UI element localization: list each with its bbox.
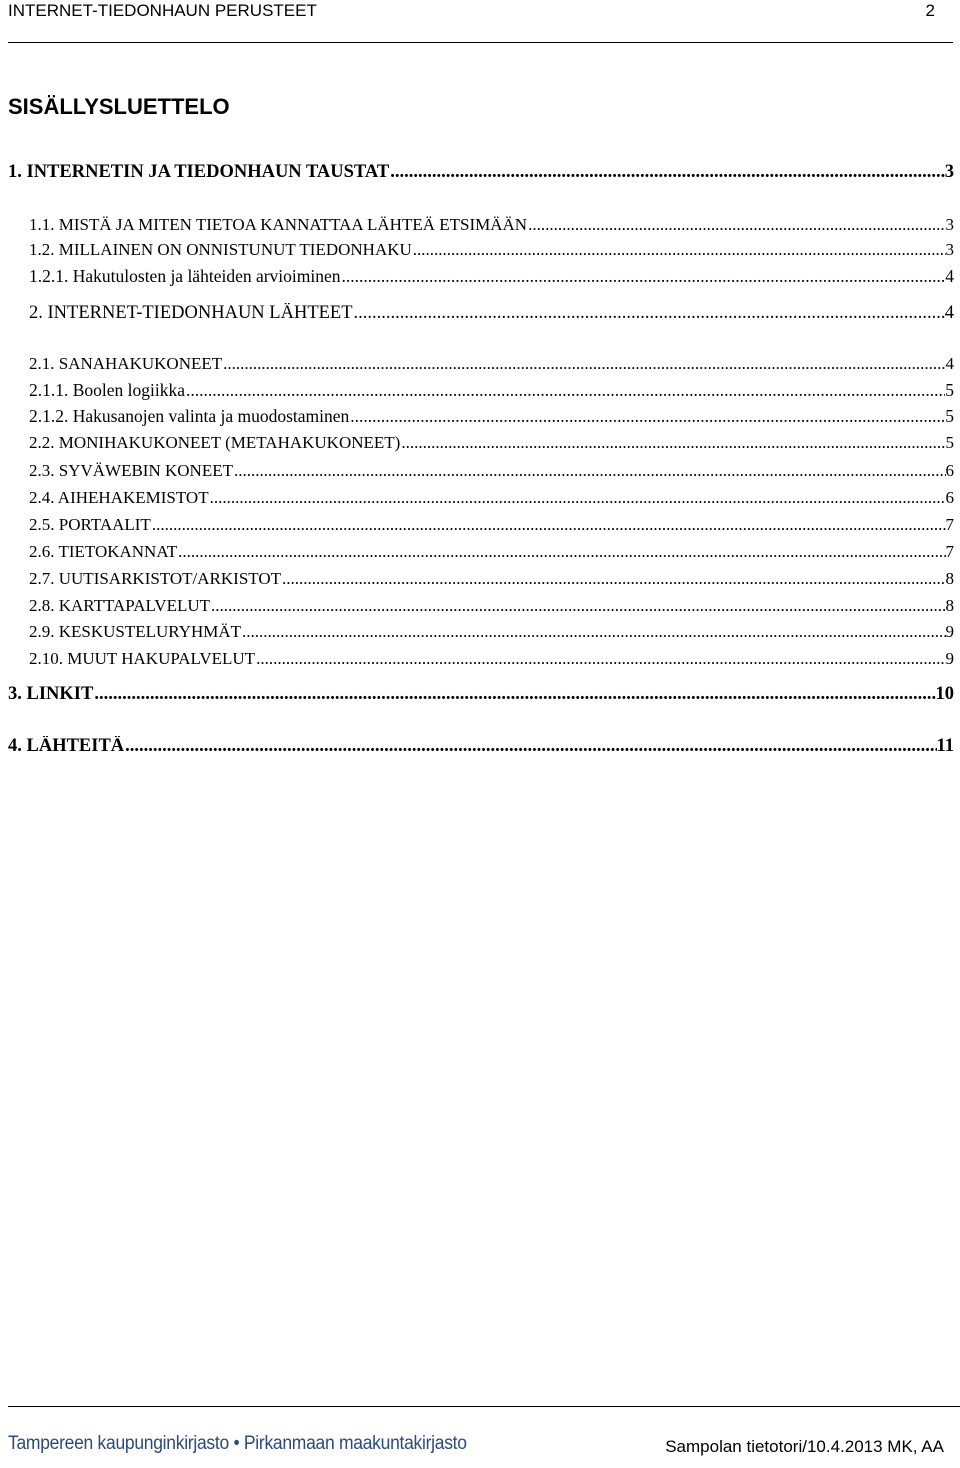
page-footer — [8, 1406, 960, 1468]
toc-entry[interactable]: 2.7. UUTISARKISTOT/ARKISTOT ..... 8 — [29, 569, 954, 589]
toc-entry[interactable]: 2.6. TIETOKANNAT ..... 7 — [29, 542, 954, 562]
toc-entry[interactable]: 2.1.2. Hakusanojen valinta ja muodostaminen ..... 5 — [29, 406, 954, 427]
toc-entry[interactable]: 1. INTERNETIN JA TIEDONHAUN TAUSTAT ..... 3 — [8, 162, 954, 183]
toc-entry[interactable]: 2.10. MUUT HAKUPALVELUT ..... 9 — [29, 649, 954, 669]
toc-entry[interactable]: 2.2. MONIHAKUKONEET (METAHAKUKONEET) ..... 5 — [29, 433, 954, 453]
header-title: INTERNET-TIEDONHAUN PERUSTEET — [8, 1, 317, 20]
toc-entry[interactable]: 2. INTERNET-TIEDONHAUN LÄHTEET ..... 4 — [29, 303, 954, 324]
library-logo: Tampereen kaupunginkirjasto • Pirkanmaan maakuntakirjasto — [8, 1433, 467, 1454]
toc-entry[interactable]: 2.9. KESKUSTELURYHMÄT ..... 9 — [29, 622, 954, 642]
footer-meta: Sampolan tietotori/10.4.2013 MK, AA — [665, 1437, 944, 1456]
toc-entry[interactable]: 3. LINKIT ..... 10 — [8, 684, 954, 705]
toc-entry[interactable]: 2.4. AIHEHAKEMISTOT ..... 6 — [29, 488, 954, 508]
toc-entry[interactable]: 2.5. PORTAALIT ..... 7 — [29, 515, 954, 535]
toc-entry[interactable]: 1.1. MISTÄ JA MITEN TIETOA KANNATTAA LÄHTEÄ ETSIMÄÄN ..... 3 — [29, 215, 954, 235]
toc-entry[interactable]: 2.1. SANAHAKUKONEET ..... 4 — [29, 354, 954, 374]
toc-entry[interactable]: 1.2. MILLAINEN ON ONNISTUNUT TIEDONHAKU ..... 3 — [29, 240, 954, 260]
toc-entry[interactable]: 4. LÄHTEITÄ ..... 11 — [8, 736, 954, 757]
header-page-number: 2 — [925, 1, 935, 20]
toc-entry[interactable]: 2.1.1. Boolen logiikka ..... 5 — [29, 380, 954, 401]
table-of-contents — [8, 0, 954, 1400]
toc-entry[interactable]: 1.2.1. Hakutulosten ja lähteiden arvioiminen ..... 4 — [29, 266, 954, 287]
toc-heading: SISÄLLYSLUETTELO — [8, 94, 230, 119]
toc-entry[interactable]: 2.3. SYVÄWEBIN KONEET ..... 6 — [29, 461, 954, 481]
toc-entry[interactable]: 2.8. KARTTAPALVELUT ..... 8 — [29, 596, 954, 616]
